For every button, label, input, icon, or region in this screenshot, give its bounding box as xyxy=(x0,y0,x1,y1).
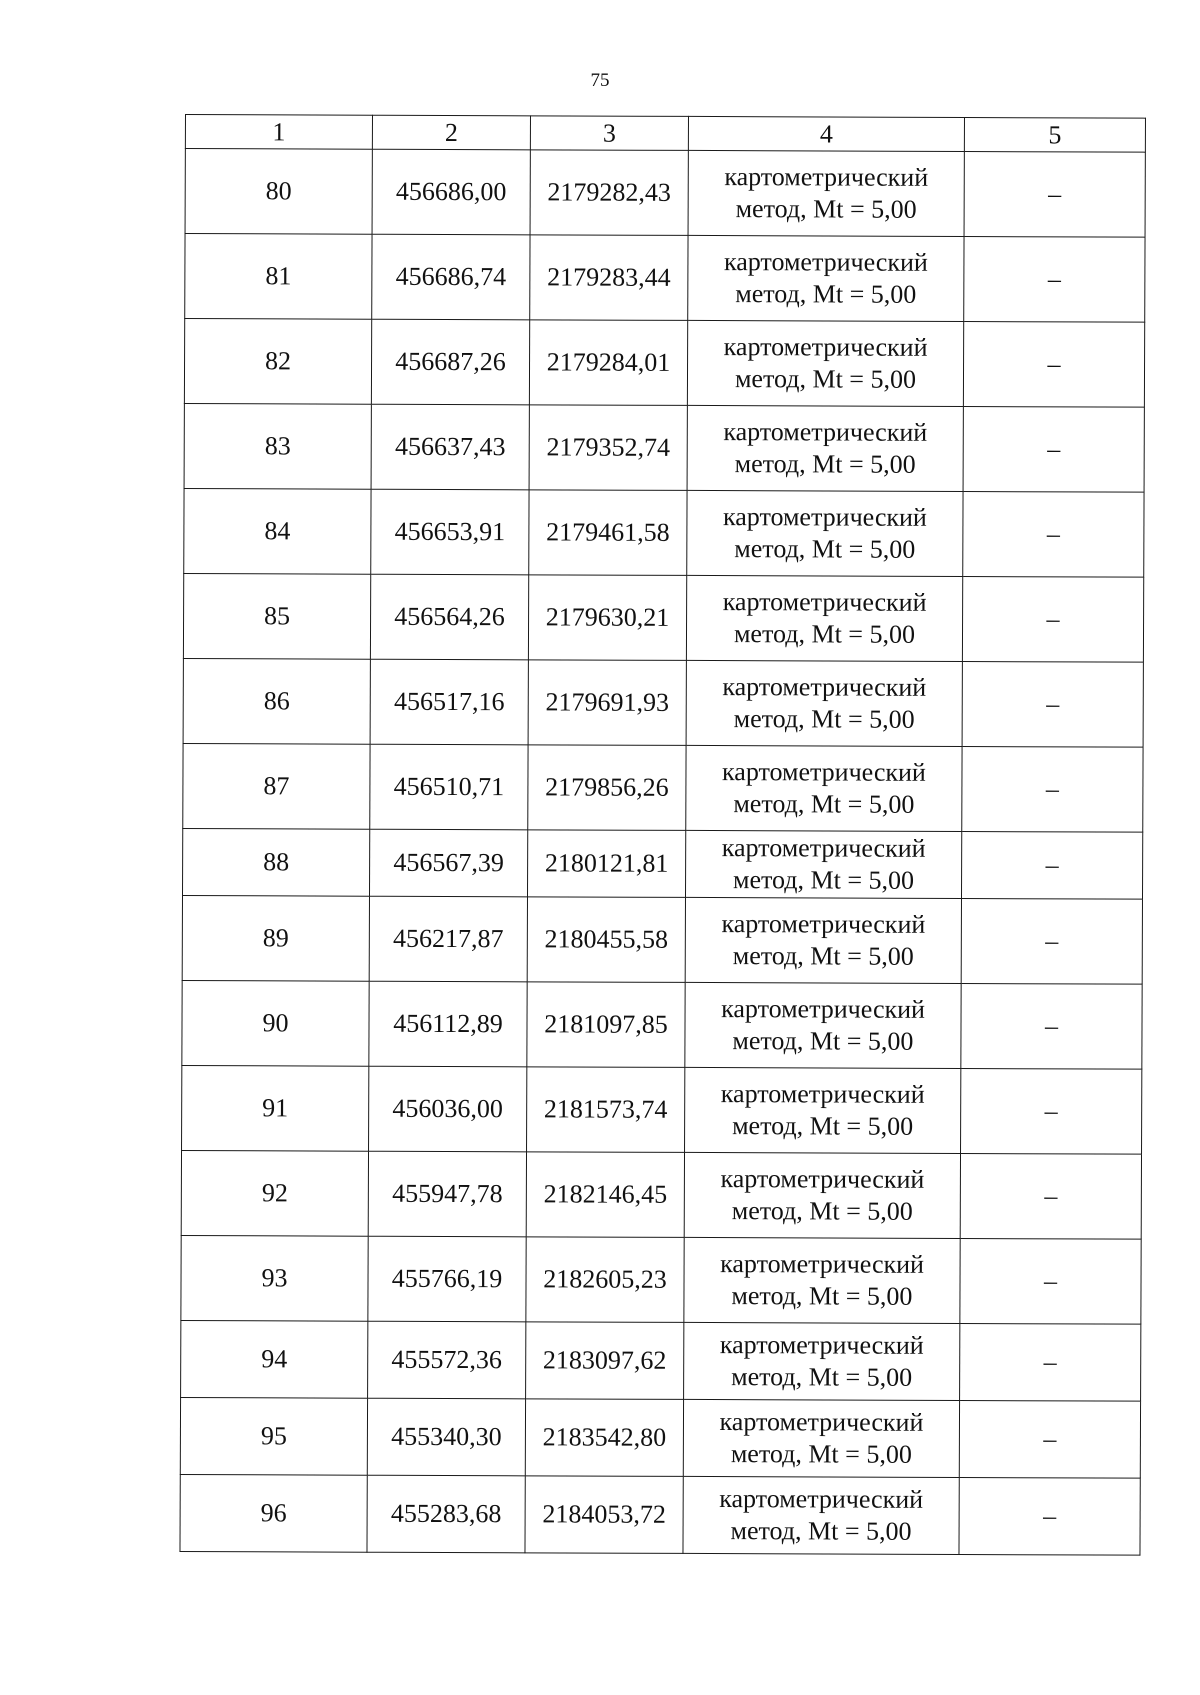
note-cell: – xyxy=(961,1068,1142,1154)
x-coordinate-cell: 456567,39 xyxy=(369,829,527,897)
table-row xyxy=(182,1065,1142,1154)
method-line-2: метод, Mt = 5,00 xyxy=(732,1111,914,1141)
method-line-1: картометрический xyxy=(722,502,927,532)
point-number-cell: 90 xyxy=(182,980,369,1066)
method-line-1: картометрический xyxy=(720,1079,925,1109)
method-line-1: картометрический xyxy=(723,332,928,362)
note-cell: – xyxy=(962,746,1143,832)
method-line-2: метод, Mt = 5,00 xyxy=(734,364,917,394)
note-cell: – xyxy=(963,491,1144,577)
method-line-2: метод, Mt = 5,00 xyxy=(735,279,917,309)
point-number-cell: 87 xyxy=(183,743,370,829)
x-coordinate-cell: 455572,36 xyxy=(368,1321,526,1399)
method-cell xyxy=(686,745,962,831)
method-line-1: картометрический xyxy=(721,909,926,939)
x-coordinate-cell: 456036,00 xyxy=(369,1066,527,1152)
x-coordinate-cell: 456653,91 xyxy=(371,489,529,575)
x-coordinate-cell: 455766,19 xyxy=(368,1236,526,1322)
y-coordinate-cell: 2179856,26 xyxy=(528,745,686,831)
method-line-2: метод, Mt = 5,00 xyxy=(732,1026,914,1056)
table-row xyxy=(184,319,1144,408)
table-row xyxy=(182,980,1142,1069)
table-row xyxy=(184,488,1144,577)
method-cell xyxy=(688,150,964,236)
coordinates-table xyxy=(179,114,1146,1556)
note-cell: – xyxy=(961,898,1142,984)
x-coordinate-cell: 456510,71 xyxy=(370,744,528,830)
note-cell: – xyxy=(963,406,1144,492)
y-coordinate-cell: 2184053,72 xyxy=(525,1476,683,1554)
method-line-2: метод, Mt = 5,00 xyxy=(733,865,915,895)
method-line-2: метод, Mt = 5,00 xyxy=(732,941,914,971)
note-cell: – xyxy=(961,831,1142,899)
x-coordinate-cell: 456686,00 xyxy=(372,149,530,235)
method-line-1: картометрический xyxy=(721,833,926,863)
x-coordinate-cell: 455283,68 xyxy=(367,1475,525,1553)
note-cell: – xyxy=(959,1400,1140,1478)
method-cell xyxy=(683,1399,959,1477)
note-cell: – xyxy=(964,236,1145,322)
method-line-1: картометрический xyxy=(719,1484,924,1514)
method-line-1: картометрический xyxy=(724,162,929,192)
x-coordinate-cell: 456217,87 xyxy=(369,896,527,982)
y-coordinate-cell: 2179352,74 xyxy=(529,405,687,491)
method-cell xyxy=(687,405,963,491)
method-line-2: метод, Mt = 5,00 xyxy=(733,789,915,819)
note-cell: – xyxy=(959,1477,1140,1555)
header-col-4: 4 xyxy=(688,116,964,151)
point-number-cell: 83 xyxy=(184,403,371,489)
x-coordinate-cell: 456637,43 xyxy=(371,404,529,490)
y-coordinate-cell: 2179284,01 xyxy=(529,320,687,406)
table-row xyxy=(181,1235,1141,1324)
table-row xyxy=(183,573,1143,662)
header-col-5: 5 xyxy=(964,117,1145,152)
x-coordinate-cell: 455340,30 xyxy=(367,1398,525,1476)
method-cell xyxy=(684,1322,960,1400)
y-coordinate-cell: 2182605,23 xyxy=(526,1237,684,1323)
y-coordinate-cell: 2179630,21 xyxy=(528,575,686,661)
point-number-cell: 82 xyxy=(184,319,371,405)
y-coordinate-cell: 2179691,93 xyxy=(528,660,686,746)
y-coordinate-cell: 2182146,45 xyxy=(526,1152,684,1238)
x-coordinate-cell: 456564,26 xyxy=(370,574,528,660)
method-line-1: картометрический xyxy=(723,417,928,447)
point-number-cell: 85 xyxy=(183,573,370,659)
method-cell xyxy=(685,830,961,898)
x-coordinate-cell: 456686,74 xyxy=(372,234,530,320)
point-number-cell: 93 xyxy=(181,1235,368,1321)
method-cell xyxy=(686,660,962,746)
note-cell: – xyxy=(964,151,1145,237)
note-cell: – xyxy=(960,1153,1141,1239)
method-cell xyxy=(684,1237,960,1323)
method-cell xyxy=(686,575,962,661)
method-line-2: метод, Mt = 5,00 xyxy=(735,194,917,224)
x-coordinate-cell: 456112,89 xyxy=(369,981,527,1067)
method-cell xyxy=(684,1152,960,1238)
method-line-1: картометрический xyxy=(722,672,927,702)
note-cell: – xyxy=(960,1238,1141,1324)
method-line-2: метод, Mt = 5,00 xyxy=(730,1516,912,1546)
y-coordinate-cell: 2179283,44 xyxy=(530,235,688,321)
point-number-cell: 81 xyxy=(185,234,372,320)
table-row xyxy=(183,743,1143,832)
point-number-cell: 86 xyxy=(183,658,370,744)
point-number-cell: 96 xyxy=(180,1474,367,1552)
method-cell xyxy=(687,490,963,576)
y-coordinate-cell: 2180455,58 xyxy=(527,897,685,983)
y-coordinate-cell: 2181097,85 xyxy=(527,982,685,1068)
method-line-1: картометрический xyxy=(723,247,928,277)
point-number-cell: 80 xyxy=(185,149,372,235)
point-number-cell: 88 xyxy=(182,828,369,896)
method-line-2: метод, Mt = 5,00 xyxy=(731,1196,913,1226)
table-row xyxy=(183,658,1143,747)
header-col-1: 1 xyxy=(185,115,372,150)
method-line-2: метод, Mt = 5,00 xyxy=(734,534,916,564)
point-number-cell: 89 xyxy=(182,895,369,981)
point-number-cell: 84 xyxy=(184,488,371,574)
table-row xyxy=(182,828,1142,899)
header-col-2: 2 xyxy=(372,115,530,150)
table-row xyxy=(185,234,1145,323)
method-cell xyxy=(687,320,963,406)
y-coordinate-cell: 2179282,43 xyxy=(530,150,688,236)
method-line-2: метод, Mt = 5,00 xyxy=(731,1362,913,1392)
table-row xyxy=(180,1397,1140,1478)
note-cell: – xyxy=(963,321,1144,407)
method-line-1: картометрический xyxy=(722,757,926,787)
note-cell: – xyxy=(960,1323,1141,1401)
method-line-1: картометрический xyxy=(720,1164,925,1194)
x-coordinate-cell: 456517,16 xyxy=(370,659,528,745)
table-row xyxy=(180,1474,1140,1555)
table-row xyxy=(182,895,1142,984)
method-cell xyxy=(683,1476,959,1554)
page-number: 75 xyxy=(590,70,610,91)
method-line-2: метод, Mt = 5,00 xyxy=(733,619,916,649)
method-line-1: картометрический xyxy=(720,1249,925,1279)
y-coordinate-cell: 2183097,62 xyxy=(526,1322,684,1400)
x-coordinate-cell: 456687,26 xyxy=(371,319,529,405)
note-cell: – xyxy=(962,576,1143,662)
method-line-2: метод, Mt = 5,00 xyxy=(730,1439,912,1469)
method-cell xyxy=(688,235,964,321)
method-line-2: метод, Mt = 5,00 xyxy=(731,1281,913,1311)
header-row xyxy=(185,115,1145,153)
y-coordinate-cell: 2179461,58 xyxy=(529,490,687,576)
method-line-1: картометрический xyxy=(722,587,927,617)
table-row xyxy=(184,403,1144,492)
note-cell: – xyxy=(961,983,1142,1069)
method-cell xyxy=(685,1067,961,1153)
table-header xyxy=(185,115,1145,153)
table-row xyxy=(181,1150,1141,1239)
x-coordinate-cell: 455947,78 xyxy=(368,1151,526,1237)
method-cell xyxy=(685,897,961,983)
method-line-1: картометрический xyxy=(719,1407,924,1437)
point-number-cell: 95 xyxy=(180,1397,367,1475)
y-coordinate-cell: 2180121,81 xyxy=(527,830,685,898)
method-cell xyxy=(685,982,961,1068)
method-line-1: картометрический xyxy=(719,1330,924,1360)
point-number-cell: 94 xyxy=(181,1320,368,1398)
header-col-3: 3 xyxy=(530,116,688,151)
note-cell: – xyxy=(962,661,1143,747)
table-body xyxy=(180,149,1145,1556)
method-line-1: картометрический xyxy=(721,994,926,1024)
point-number-cell: 91 xyxy=(182,1065,369,1151)
y-coordinate-cell: 2181573,74 xyxy=(527,1067,685,1153)
method-line-2: метод, Mt = 5,00 xyxy=(733,704,915,734)
method-line-2: метод, Mt = 5,00 xyxy=(734,449,916,479)
table-row xyxy=(185,149,1145,238)
point-number-cell: 92 xyxy=(181,1150,368,1236)
y-coordinate-cell: 2183542,80 xyxy=(525,1399,683,1477)
table-row xyxy=(181,1320,1141,1401)
